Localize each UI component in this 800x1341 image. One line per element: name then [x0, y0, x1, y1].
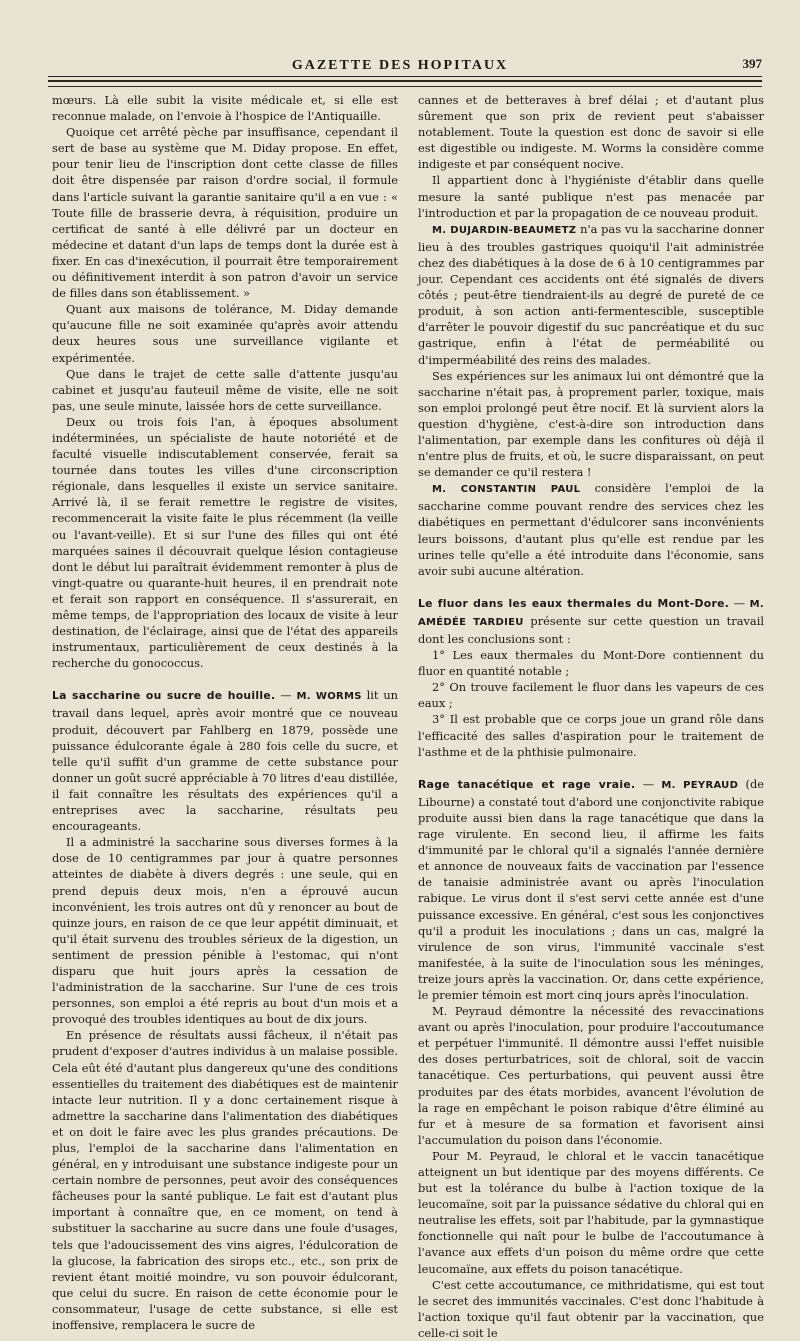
- paragraph: En présence de résultats aussi fâcheux, il n'était pas prudent d'exposer d'autres individus à un malaise possible. Cela eût été d'autant plus dangereux qu'une des conditions essentielles du traitement des diabétiques est de maintenir intacte leur nutrition. Il y a donc certainement risque à admettre la saccharine dans l'alimentation des diabétiques et on doit le faire avec les plus grandes précautions. De plus, l'emploi de la saccharine dans l'alimentation en général, en y introduisant une substance indigeste pour un certain nombre de personnes, peut avoir des conséquences fâcheuses pour la santé publique. Le fait est d'autant plus important à connaître que, en ce moment, on tend à substituer la saccharine au sucre dans une foule d'usages, tels que l'adoucissement des vins aigres, l'édulcoration de la glucose, la fabrication des sirops etc., etc., son prix de revient étant moitié moindre, vu son pouvoir édulcorant, que celui du sucre. En raison de cette économie pour le consommateur, l'usage de cette substance, si elle est inoffensive, remplacera le sucre de: [52, 1028, 398, 1333]
- journal-title: GAZETTE DES HOPITAUX: [291, 58, 509, 73]
- left-column: [52, 92, 399, 1333]
- section-text: (de Libourne) a constaté tout d'abord une conjonctivite rabique produite aussi bien dans la rage tanacétique que dans la rage virulente. En second lieu, il affirme les faits d'immunité par le chloral qu'il a signalés l'année dernière et annonce de nouveaux faits de vaccination par l'essence de tanaisie administrée avant ou après l'inoculation rabique. Le virus dont il s'est servi cette année est d'une puissance excessive. En général, c'est sous les conjonctives qu'il a produit les inoculations ; dans un cas, malgré la virulence de son virus, l'immunité vaccinale s'est manifestée, à la suite de l'inoculation sous les méninges, treize jours après la vaccination. Or, dans cette expérience, le premier témoin est mort cinq jours après l'inoculation.: [418, 776, 764, 1002]
- author-name: M. AMÉDÉE TARDIEU: [418, 598, 764, 628]
- paragraph: C'est cette accoutumance, ce mithridatisme, qui est tout le secret des immunités vaccinales. C'est donc l'habitude à l'action toxique qu'il faut obtenir par la vaccination, que celle-ci soit le: [418, 1277, 764, 1340]
- list-item: 3° Il est probable que ce corps joue un grand rôle dans l'efficacité des salles d'aspiration pour le traitement de l'asthme et de la phthisie pulmonaire.: [418, 712, 764, 759]
- page-number: 397: [742, 56, 762, 71]
- paragraph: [418, 221, 764, 368]
- dash: —: [275, 688, 297, 703]
- paragraph: cannes et de betteraves à bref délai ; et d'autant plus sûrement que son prix de revient peut s'abaisser notablement. Toute la question est donc de savoir si elle est digestible ou indigeste. M. Worms la considère comme indigeste et par conséquent nocive.: [418, 93, 764, 172]
- author-name: M. DUJARDIN-BEAUMETZ: [432, 224, 577, 236]
- paragraph: Que dans le trajet de cette salle d'attente jusqu'au cabinet et jusqu'au fauteuil même de visite, elle ne soit pas, une seule minute, laissée hors de cette surveillance.: [52, 366, 398, 413]
- right-column: [418, 92, 765, 1340]
- paragraph: [418, 480, 764, 579]
- list-item: 2° On trouve facilement le fluor dans les vapeurs de ces eaux ;: [418, 680, 764, 711]
- author-name: M. CONSTANTIN PAUL: [432, 484, 581, 496]
- header-rule-bottom: [48, 86, 762, 87]
- paragraph: Ses expériences sur les animaux lui ont démontré que la saccharine n'était pas, à proprement parler, toxique, mais son emploi prolongé peut être nocif. Et là survient alors la question d'hygiène, c'est-à-dire son introduction dans l'alimentation, par exemple dans les confitures où déjà il n'entre plus de fruits, et où, le sucre disparaissant, on peut se demander ce qu'il restera !: [418, 368, 764, 480]
- paragraph-text: n'a pas vu la saccharine donner lieu à des troubles gastriques quoiqu'il l'ait administrée chez des diabétiques à la dose de 6 à 10 centigrammes par jour. Cependant ces accidents ont été signalés de divers côtés ; peut-être tiendraient-ils au degré de pureté de ce produit, à son action anti-fermentescible, susceptible d'arrêter le pouvoir digestif du suc pancréatique et du suc gastrique, enfin à l'état de perméabilité ou d'imperméabilité des reins des malades.: [418, 221, 765, 367]
- paragraph: mœurs. Là elle subit la visite médicale et, si elle est reconnue malade, on l'envoie à l'hospice de l'Antiquaille.: [52, 93, 398, 124]
- section-text: présente sur cette question un travail dont les conclusions sont :: [418, 613, 764, 646]
- paragraph: Il a administré la saccharine sous diverses formes à la dose de 10 centigrammes par jour à quatre personnes atteintes de diabète à divers degrés : une seule, qui en prend depuis deux mois, n'en a éprouvé aucun inconvénient, les trois autres ont dû y renoncer au bout de quinze jours, en raison de ce que leur appétit diminuait, et qu'il était survenu des troubles sérieux de la digestion, un sentiment de pression pénible à l'estomac, qui n'ont disparu que huit jours après la cessation de l'administration de la saccharine. Sur l'une de ces trois personnes, son emploi a été repris au bout d'un mois et a provoqué des troubles identiques au bout de dix jours.: [52, 835, 398, 1027]
- paragraph: M. Peyraud démontre la nécessité des revaccinations avant ou après l'inoculation, pour produire l'accoutumance et perpétuer l'immunité. Il démontre aussi l'effet nuisible des doses perturbatrices, soit de chloral, soit de vaccin tanacétique. Ces perturbations, qui peuvent aussi être produites par des états morbides, avancent l'évolution de la rage en empêchant le poison rabique d'être éliminé au fur et à mesure de sa formation et favorisent ainsi l'accumulation du poison dans l'économie.: [418, 1004, 764, 1147]
- dash: —: [635, 776, 662, 791]
- paragraph: Quoique cet arrêté pèche par insuffisance, cependant il sert de base au système que M. Diday propose. En effet, pour tenir lieu de l'inscription dont cette classe de filles doit être dispensée par raison d'ordre social, il formule dans l'article suivant la garantie sanitaire qu'il a en vue : « Toute fille de brasserie devra, à réquisition, produire un certificat de santé à elle délivré par un docteur en médecine et datant d'un laps de temps dont la durée est à fixer. En cas d'inexécution, il pourrait être temporairement ou définitivement interdit à son patron d'avoir un service de filles dans son établissement. »: [52, 125, 398, 301]
- section-fluor: [418, 595, 764, 647]
- author-name: M. WORMS: [296, 691, 362, 703]
- author-name: M. PEYRAUD: [661, 779, 739, 791]
- paragraph: Il appartient donc à l'hygiéniste d'établir dans quelle mesure la santé publique n'est pas menacée par l'introduction et par la propagation de ce nouveau produit.: [418, 173, 764, 220]
- header-rule-thick: [48, 80, 762, 82]
- paragraph: Deux ou trois fois l'an, à époques absolument indéterminées, un spécialiste de haute notoriété et de faculté visuelle indiscutablement conservée, ferait sa tournée dans toutes les villes d'une circonscription régionale, dans lesquelles il existe un service sanitaire. Arrivé là, il se ferait remettre le registre de visites, recommencerait la visite faite le plus récemment (la veille ou l'avant-veille). Et si sur l'une des filles qui ont été marquées saines il découvrait quelque lésion contagieuse dont le début lui paraîtrait évidemment remonter à plus de vingt-quatre ou quarante-huit heures, il en prendrait note et ferait son rapport en conséquence. Il s'assurerait, en même temps, de l'appropriation des locaux de visite à leur destination, de l'éclairage, ainsi que de l'état des appareils instrumentaux, particulièrement de ceux destinés à la recherche du gonococcus.: [52, 414, 398, 671]
- header-rule: [48, 76, 762, 77]
- list-item: 1° Les eaux thermales du Mont-Dore contiennent du fluor en quantité notable ;: [418, 648, 764, 679]
- section-rage: [418, 776, 764, 1003]
- section-title: La saccharine ou sucre de houille.: [52, 689, 276, 703]
- section-text: lit un travail dans lequel, après avoir montré que ce nouveau produit, découvert par Fahlberg en 1879, possède une puissance édulcorante égale à 280 fois celle du sucre, et telle qu'il suffit d'un gramme de cette substance pour donner un goût sucré appréciable à 70 litres d'eau distillée, il fait connaître les résultats des expériences qu'il a entreprises avec la saccharine, résultats peu encourageants.: [52, 688, 399, 834]
- paragraph: Pour M. Peyraud, le chloral et le vaccin tanacétique atteignent un but identique par des moyens différents. Ce but est la tolérance du bulbe à l'action toxique de la leucomaïne, soit par la puissance sédative du chloral qui en neutralise les effets, soit par l'habitude, par la gymnastique fonctionnelle qui naît pour le bulbe de l'accoutumance à l'avance aux effets d'un poison du même ordre que cette leucomaïne, aux effets du poison tanacétique.: [418, 1148, 764, 1276]
- section-title: Le fluor dans les eaux thermales du Mont-Dore.: [418, 596, 730, 610]
- section-saccharine: [52, 687, 398, 834]
- paragraph-text: considère l'emploi de la saccharine comme pouvant rendre des services chez les diabétiques en permettant d'édulcorer sans inconvénients leurs boissons, d'autant plus qu'elle est rendue par les urines telle qu'elle a été introduite dans l'économie, sans avoir subi aucune altération.: [418, 481, 764, 578]
- page-header: [0, 0, 800, 95]
- paragraph: Quant aux maisons de tolérance, M. Diday demande qu'aucune fille ne soit examinée qu'après avoir attendu deux heures sous une surveillance vigilante et expérimentée.: [52, 302, 398, 365]
- section-title: Rage tanacétique et rage vraie.: [418, 777, 636, 791]
- dash: —: [729, 595, 750, 610]
